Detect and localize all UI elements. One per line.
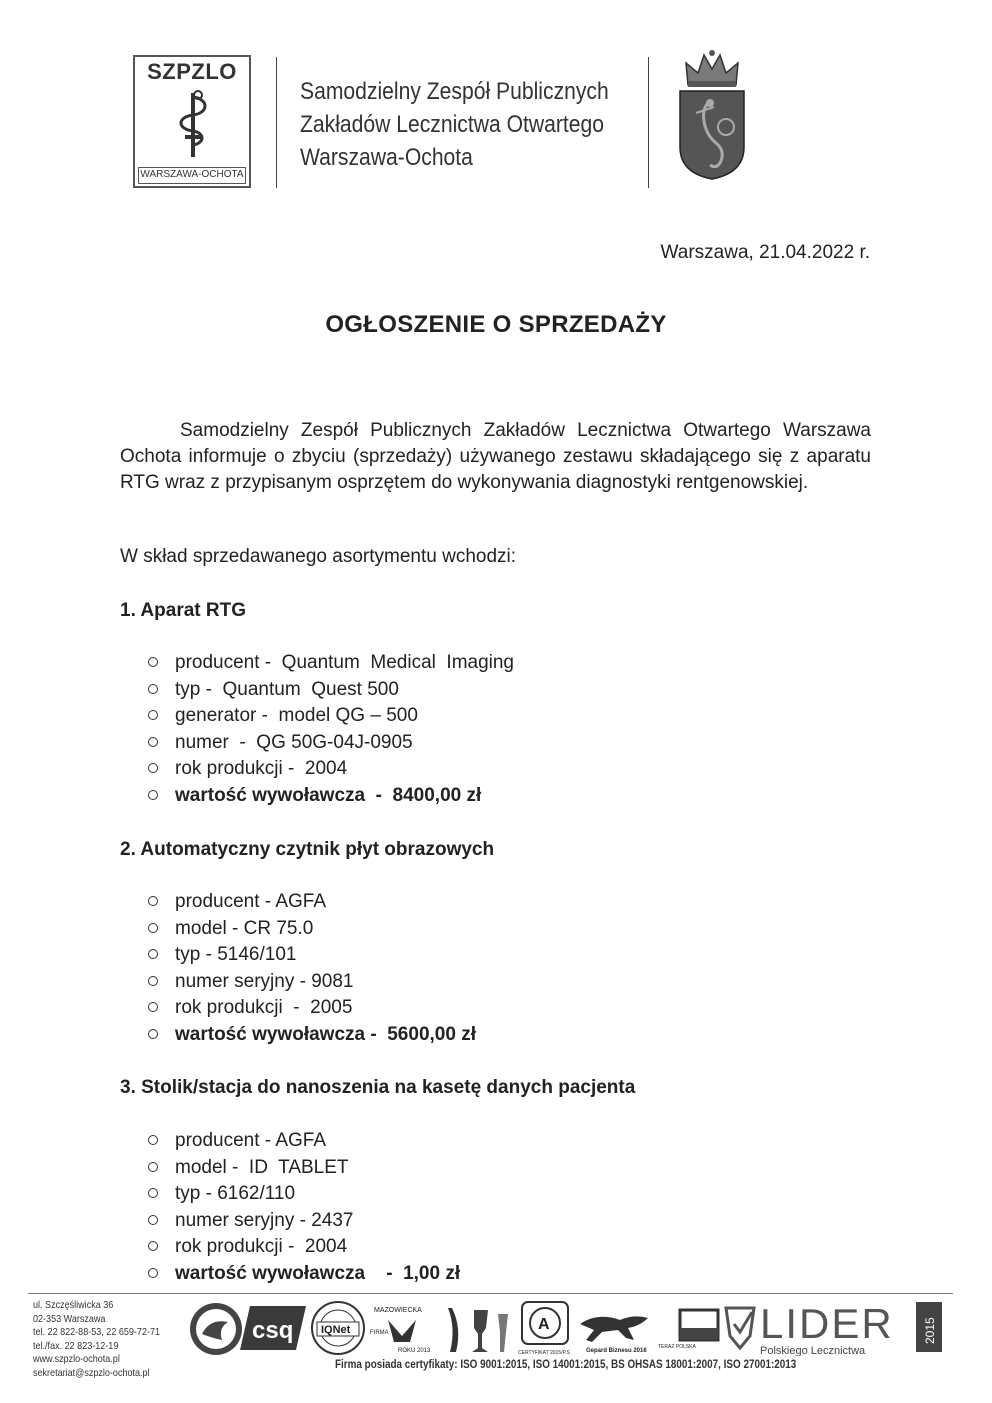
organization-name-line: Samodzielny Zespół Publicznych [300, 78, 609, 105]
list-item: typ - 6162/110 [148, 1181, 460, 1208]
organization-name-line: Warszawa-Ochota [300, 144, 473, 171]
bullet-icon [148, 976, 158, 986]
section-heading: 1. Aparat RTG [120, 600, 246, 621]
list-item: wartość wywoławcza - 5600,00 zł [148, 1022, 476, 1049]
bullet-icon [148, 1135, 158, 1145]
address-line: tel. 22 822-88-53, 22 659-72-71 [33, 1326, 161, 1339]
csq-label: csq [252, 1317, 294, 1344]
address-line: www.szpzlo-ochota.pl [33, 1353, 120, 1366]
lider-year: 2015 [923, 1317, 937, 1344]
intro-paragraph [120, 418, 871, 496]
firma-label: FIRMA [370, 1330, 389, 1336]
firma-roku-logo [370, 1307, 431, 1354]
list-item: numer - QG 50G-04J-0905 [148, 730, 514, 757]
teraz-polska-logo [658, 1310, 718, 1350]
list-item: model - ID TABLET [148, 1155, 460, 1182]
item-list [148, 889, 476, 1049]
csq-logo [240, 1306, 306, 1350]
footer-address [33, 1299, 160, 1381]
iqnet-logo [312, 1302, 364, 1354]
seal-logo [190, 1303, 242, 1355]
gepard-logo [580, 1316, 648, 1354]
list-item: numer seryjny - 9081 [148, 969, 476, 996]
document-date: Warszawa, 21.04.2022 r. [660, 242, 870, 263]
organization-name-line: Zakładów Lecznictwa Otwartego [300, 111, 605, 138]
list-item: rok produkcji - 2004 [148, 756, 514, 783]
bullet-icon [148, 1241, 158, 1251]
intro-text: Samodzielny Zespół Publicznych Zakładów Lecznictwa Otwartego Warszawa Ochota informuje o zbyciu (sprzedaży) używanego zestawu składającego się z aparatu RTG wraz z przypisanym osprzętem do wykonywania diagnostyki rentgenowskiej. [120, 420, 871, 493]
bullet-icon [148, 1188, 158, 1198]
list-item: rok produkcji - 2004 [148, 1234, 460, 1261]
bullet-icon [148, 1162, 158, 1172]
bullet-icon [148, 923, 158, 933]
lider-subtitle: Polskiego Lecznictwa [760, 1345, 866, 1356]
footer-divider [28, 1293, 953, 1294]
bullet-icon [148, 657, 158, 667]
list-item: generator - model QG – 500 [148, 703, 514, 730]
list-item: wartość wywoławcza - 8400,00 zł [148, 783, 514, 810]
bullet-icon [148, 1002, 158, 1012]
list-item: rok produkcji - 2005 [148, 995, 476, 1022]
bullet-icon [148, 1215, 158, 1225]
logo-title: SZPZLO [147, 59, 237, 84]
item-list [148, 1128, 460, 1288]
list-item: producent - AGFA [148, 1128, 460, 1155]
trophy-icons [448, 1308, 508, 1352]
logo-subtitle: WARSZAWA-OCHOTA [138, 167, 246, 184]
composition-heading: W skład sprzedawanego asortymentu wchodzi: [120, 546, 517, 567]
warsaw-crest-icon [672, 47, 752, 183]
bullet-icon [148, 790, 158, 800]
address-line: sekretariat@szpzlo-ochota.pl [33, 1366, 150, 1379]
certificates-caption: Firma posiada certyfikaty: ISO 9001:2015, ISO 14001:2015, BS OHSAS 18001:2007, ISO 27001:2013 [335, 1359, 797, 1371]
bullet-icon [148, 737, 158, 747]
list-item: typ - Quantum Quest 500 [148, 677, 514, 704]
gepard-label: Gepard Biznesu 2016 [586, 1348, 647, 1354]
section-heading: 2. Automatyczny czytnik płyt obrazowych [120, 839, 495, 860]
list-item: producent - Quantum Medical Imaging [148, 650, 514, 677]
svg-text:A: A [538, 1316, 550, 1333]
item-list [148, 650, 514, 810]
certification-logos [188, 1298, 948, 1356]
list-item: typ - 5146/101 [148, 942, 476, 969]
address-line: 02-353 Warszawa [33, 1312, 106, 1325]
mazowiecka-label: MAZOWIECKA [374, 1307, 422, 1314]
bullet-icon [148, 896, 158, 906]
teraz-polska-label: TERAZ POLSKA [658, 1344, 696, 1350]
bullet-icon [148, 1029, 158, 1039]
organization-name [300, 75, 609, 174]
bullet-icon [148, 1268, 158, 1278]
address-line: tel./fax. 22 823-12-19 [33, 1339, 119, 1352]
list-item: numer seryjny - 2437 [148, 1208, 460, 1235]
list-item: model - CR 75.0 [148, 916, 476, 943]
lider-logo [726, 1300, 942, 1356]
header-divider [648, 57, 649, 188]
header-divider [276, 57, 277, 188]
section-heading: 3. Stolik/stacja do nanoszenia na kasetę danych pacjenta [120, 1077, 636, 1098]
address-line: ul. Szczęśliwicka 36 [33, 1299, 114, 1311]
caduceus-icon [165, 85, 221, 161]
bullet-icon [148, 763, 158, 773]
bullet-icon [148, 710, 158, 720]
list-item: wartość wywoławcza - 1,00 zł [148, 1261, 460, 1288]
document-title: OGŁOSZENIE O SPRZEDAŻY [325, 311, 667, 338]
lider-label: LIDER [760, 1300, 894, 1347]
list-item: producent - AGFA [148, 889, 476, 916]
bullet-icon [148, 684, 158, 694]
certyfikat-logo [518, 1302, 571, 1356]
roku-label: ROKU 2013 [398, 1348, 431, 1354]
certyfikat-label: CERTYFIKAT 2015/P.S [518, 1350, 570, 1356]
iqnet-label: IQNet [321, 1324, 351, 1336]
szpzlo-logo [133, 55, 251, 188]
bullet-icon [148, 949, 158, 959]
